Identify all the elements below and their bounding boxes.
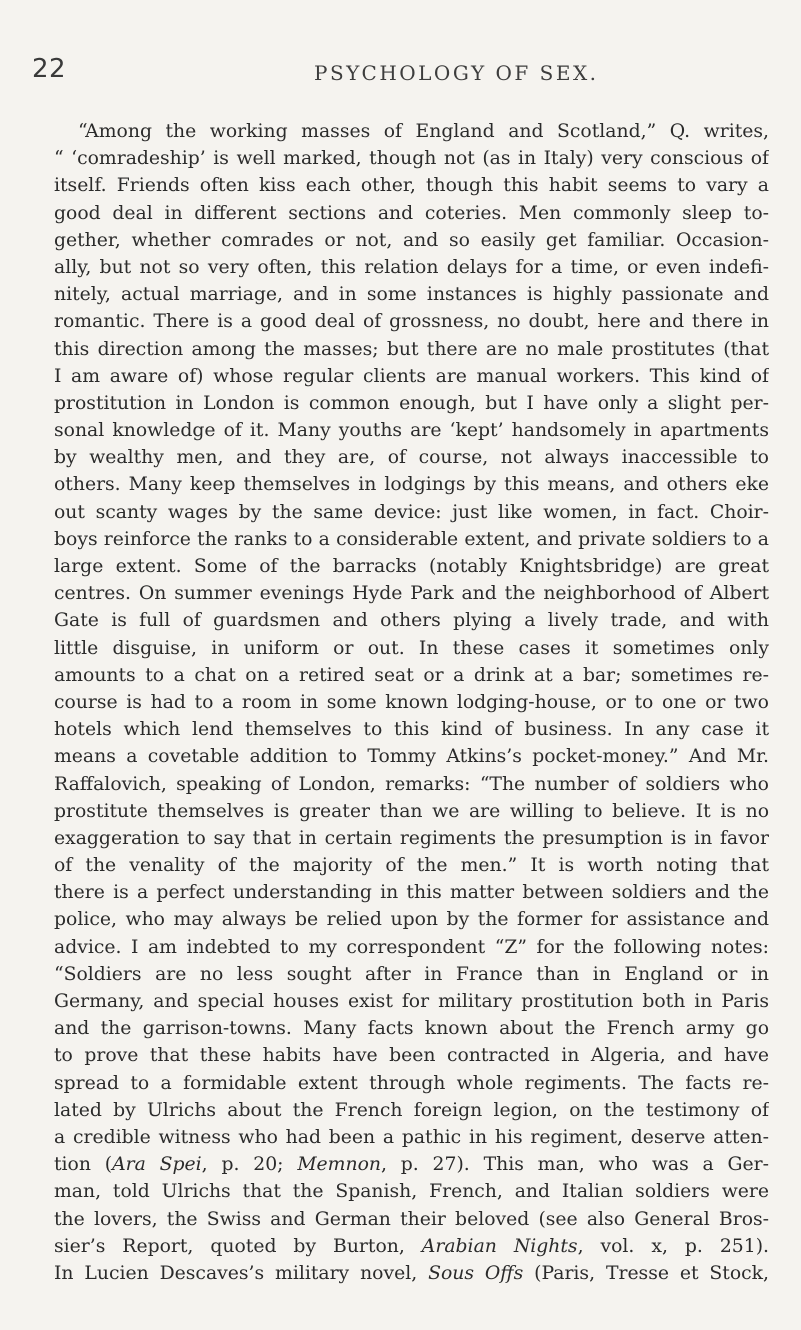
text-line: out scanty wages by the same device: just like women, in fact. Choir- xyxy=(54,501,769,523)
text-line: Germany, and special houses exist for military prostitution both in Paris xyxy=(54,991,769,1012)
text-line: “Among the working masses of England and Scotland,” Q. writes, xyxy=(78,121,769,142)
text-line: this direction among the masses; but there are no male prostitutes (that xyxy=(54,338,769,360)
text-line: prostitution in London is common enough, but I have only a slight per- xyxy=(54,392,769,414)
text-line: prostitute themselves is greater than we are willing to believe. It is no xyxy=(54,800,769,822)
text-line: means a covetable addition to Tommy Atkins’s pocket-money.” And Mr. xyxy=(54,746,769,768)
text-line: man, told Ulrichs that the Spanish, French, and Italian soldiers were xyxy=(54,1181,769,1203)
text-line: sier’s Report, quoted by Burton, Arabian Nights, vol. x, p. 251). xyxy=(54,1235,769,1257)
text-line: there is a perfect understanding in this matter between soldiers and the xyxy=(54,882,769,904)
text-line: of the venality of the majority of the men.” It is worth noting that xyxy=(54,855,769,877)
text-line: sonal knowledge of it. Many youths are ‘kept’ handsomely in apartments xyxy=(54,420,769,442)
text-line: a credible witness who had been a pathic in his regiment, deserve atten- xyxy=(54,1126,769,1148)
text-line: course is had to a room in some known lodging-house, or to one or two xyxy=(54,691,769,713)
text-line: exaggeration to say that in certain regiments the presumption is in favor xyxy=(54,827,769,849)
text-line: ally, but not so very often, this relation delays for a time, or even indefi- xyxy=(54,256,769,278)
text-line: hotels which lend themselves to this kind of business. In any case it xyxy=(54,719,769,741)
text-line: centres. On summer evenings Hyde Park and the neighborhood of Albert xyxy=(54,583,769,605)
text-line: itself. Friends often kiss each other, though this habit seems to vary a xyxy=(54,175,769,197)
text-line: Gate is full of guardsmen and others plying a lively trade, and with xyxy=(54,610,769,632)
text-line: “ ‘comradeship’ is well marked, though not (as in Italy) very conscious of xyxy=(54,148,769,170)
text-line: the lovers, the Swiss and German their beloved (see also General Bros- xyxy=(54,1208,769,1230)
text-line: gether, whether comrades or not, and so easily get familiar. Occasion- xyxy=(54,229,769,251)
text-line: I am aware of) whose regular clients are manual workers. This kind of xyxy=(54,365,769,387)
text-line: “Soldiers are no less sought after in France than in England or in xyxy=(54,963,769,985)
text-line: and the garrison-towns. Many facts known about the French army go xyxy=(54,1018,769,1040)
body-text xyxy=(54,118,769,1287)
text-line: good deal in different sections and coteries. Men commonly sleep to- xyxy=(54,202,769,224)
page-header xyxy=(32,54,773,88)
text-line: spread to a formidable extent through whole regiments. The facts re- xyxy=(54,1072,769,1094)
text-line: nitely, actual marriage, and in some instances is highly passionate and xyxy=(54,284,769,306)
running-head: PSYCHOLOGY OF SEX. xyxy=(314,61,599,85)
text-line: lated by Ulrichs about the French foreign legion, on the testimony of xyxy=(54,1099,769,1121)
text-line: advice. I am indebted to my correspondent “Z” for the following notes: xyxy=(54,936,769,958)
text-line: others. Many keep themselves in lodgings by this means, and others eke xyxy=(54,474,769,496)
text-line: tion (Ara Spei, p. 20; Memnon, p. 27). This man, who was a Ger- xyxy=(54,1154,769,1176)
text-line: police, who may always be relied upon by the former for assistance and xyxy=(54,909,769,931)
text-line: by wealthy men, and they are, of course, not always inaccessible to xyxy=(54,447,769,469)
text-line: boys reinforce the ranks to a considerable extent, and private soldiers to a xyxy=(54,528,769,550)
text-line: In Lucien Descaves’s military novel, Sous Offs (Paris, Tresse et Stock, xyxy=(54,1262,769,1284)
text-line: little disguise, in uniform or out. In these cases it sometimes only xyxy=(54,637,769,659)
text-line: romantic. There is a good deal of grossness, no doubt, here and there in xyxy=(54,311,769,333)
page-number: 22 xyxy=(32,54,67,84)
text-line: large extent. Some of the barracks (notably Knightsbridge) are great xyxy=(54,556,769,577)
text-line: amounts to a chat on a retired seat or a drink at a bar; sometimes re- xyxy=(54,664,769,686)
text-line: Raffalovich, speaking of London, remarks: “The number of soldiers who xyxy=(54,773,769,795)
text-line: to prove that these habits have been contracted in Algeria, and have xyxy=(54,1045,769,1067)
